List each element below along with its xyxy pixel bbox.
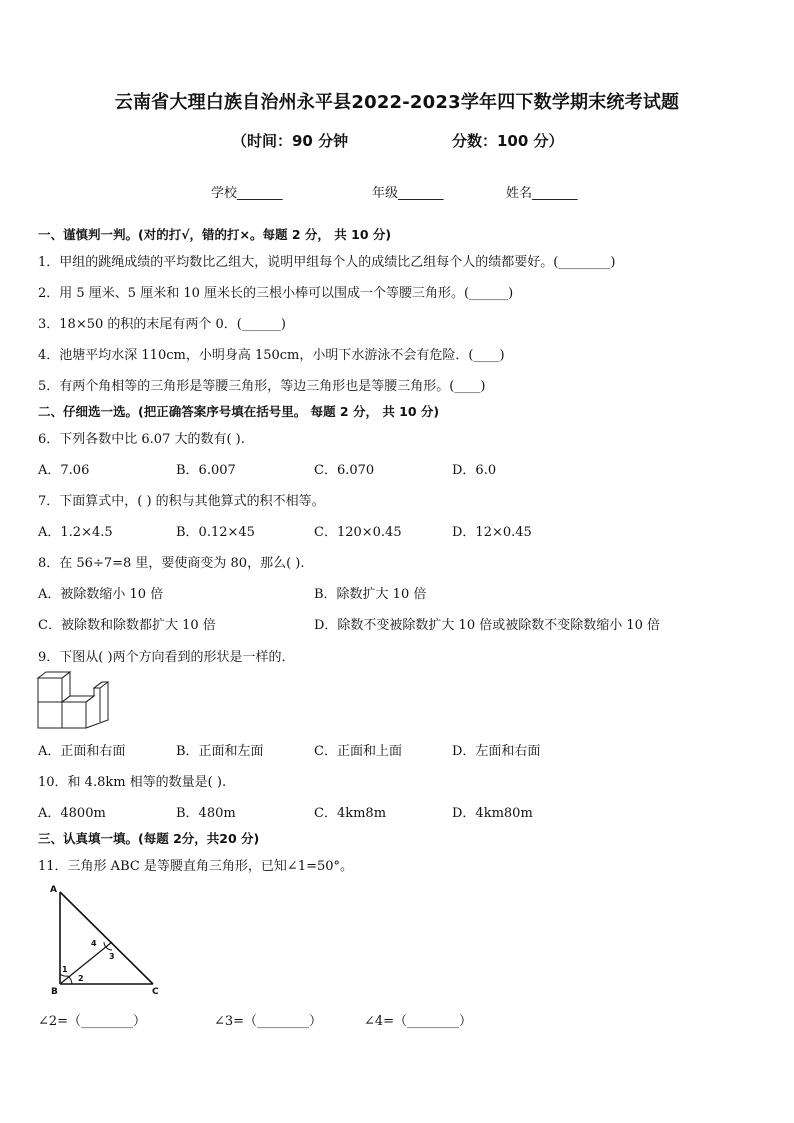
question-7: 7．下面算式中，( ) 的积与其他算式的积不相等。 [38, 494, 325, 509]
vertex-a-label: A [50, 885, 57, 895]
vertex-c-label: C [152, 987, 159, 997]
section-3-heading: 三、认真填一填。(每题 2分，共20 分) [38, 831, 260, 846]
q8-option-d: D．除数不变被除数扩大 10 倍或被除数不变除数缩小 10 倍 [314, 618, 661, 633]
q7-option-a: A．1.2×4.5 [38, 525, 113, 540]
question-10: 10．和 4.8km 相等的数量是( ). [38, 775, 227, 790]
question-11: 11．三角形 ABC 是等腰直角三角形，已知∠1=50°。 [38, 859, 354, 874]
question-2: 2．用 5 厘米、5 厘米和 10 厘米长的三根小棒可以围成一个等腰三角形。(______) [38, 286, 514, 301]
angle-4-answer: ∠4=（________） [364, 1014, 473, 1029]
vertex-b-label: B [51, 987, 58, 997]
cube-stack-figure [36, 670, 110, 732]
q10-option-a: A．4800m [38, 806, 106, 821]
score-label: 分数：100 分） [452, 132, 564, 150]
section-1-heading: 一、谨慎判一判。(对的打√，错的打×。每题 2 分， 共 10 分) [38, 227, 392, 242]
q7-option-d: D．12×0.45 [452, 525, 532, 540]
exam-title: 云南省大理白族自治州永平县2022-2023学年四下数学期末统考试题 [114, 92, 680, 113]
section-2-heading: 二、仔细选一选。(把正确答案序号填在括号里。 每题 2 分， 共 10 分) [38, 404, 440, 419]
q9-option-b: B．正面和左面 [176, 744, 264, 759]
angle-4-label: 4 [91, 939, 97, 948]
question-1: 1．甲组的跳绳成绩的平均数比乙组大，说明甲组每个人的成绩比乙组每个人的绩都要好。(________) [38, 255, 616, 270]
q9-option-d: D．左面和右面 [452, 744, 541, 759]
angle-2-label: 2 [78, 974, 84, 983]
q6-option-a: A．7.06 [38, 463, 90, 478]
q8-option-c: C．被除数和除数都扩大 10 倍 [38, 618, 216, 633]
q10-option-c: C．4km8m [314, 806, 387, 821]
angle-1-label: 1 [62, 965, 68, 974]
q6-option-b: B．6.007 [176, 463, 236, 478]
q8-option-a: A．被除数缩小 10 倍 [38, 587, 164, 602]
question-9: 9．下图从( )两个方向看到的形状是一样的． [38, 650, 295, 665]
question-6: 6．下列各数中比 6.07 大的数有( ). [38, 432, 245, 447]
q7-option-b: B．0.12×45 [176, 525, 255, 540]
q9-option-c: C．正面和上面 [314, 744, 402, 759]
question-3: 3．18×50 的积的末尾有两个 0．(______) [38, 317, 286, 332]
question-5: 5．有两个角相等的三角形是等腰三角形，等边三角形也是等腰三角形。(____) [38, 379, 486, 394]
school-field: 学校_______ [211, 186, 283, 201]
q6-option-d: D．6.0 [452, 463, 497, 478]
time-label: （时间：90 分钟 [232, 132, 349, 150]
angle-3-label: 3 [109, 952, 115, 961]
name-field: 姓名_______ [506, 186, 578, 201]
angle-3-answer: ∠3=（________） [214, 1014, 323, 1029]
q10-option-d: D．4km80m [452, 806, 533, 821]
q6-option-c: C．6.070 [314, 463, 375, 478]
question-4: 4．池塘平均水深 110cm，小明身高 150cm，小明下水游泳不会有危险．(____) [38, 348, 505, 363]
angle-2-answer: ∠2=（________） [38, 1014, 147, 1029]
grade-field: 年级_______ [372, 186, 444, 201]
question-8: 8．在 56÷7=8 里，要使商变为 80，那么( ). [38, 556, 305, 571]
q9-option-a: A．正面和右面 [38, 744, 126, 759]
q7-option-c: C．120×0.45 [314, 525, 402, 540]
q10-option-b: B．480m [176, 806, 236, 821]
triangle-abc-figure [38, 880, 168, 1000]
q8-option-b: B．除数扩大 10 倍 [314, 587, 427, 602]
